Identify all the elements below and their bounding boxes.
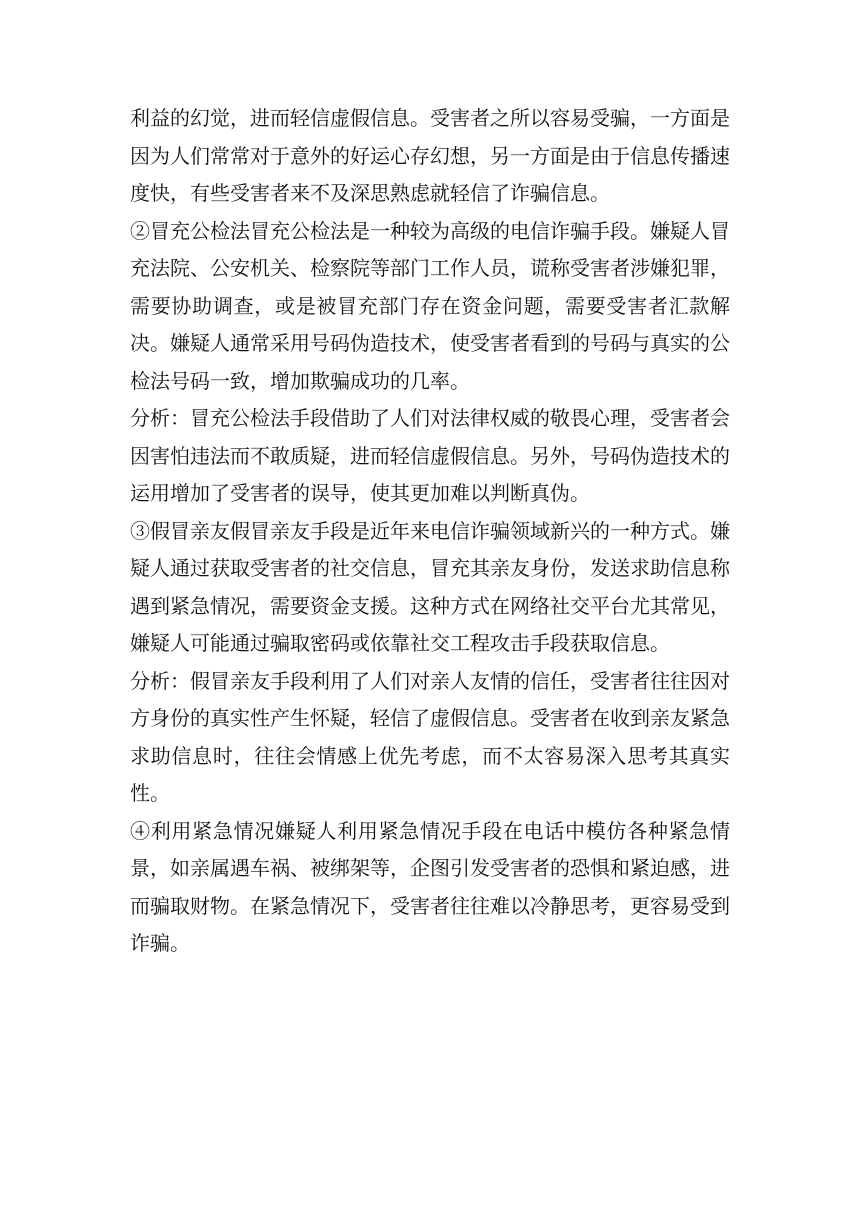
paragraph-emergency-situations: ④利用紧急情况嫌疑人利用紧急情况手段在电话中模仿各种紧急情景，如亲属遇车祸、被绑架等，企图引发受害者的恐惧和紧迫感，进而骗取财物。在紧急情况下，受害者往往难以冷静思考，更容易受到诈骗。 xyxy=(130,818,730,955)
paragraph-impersonate-relatives-analysis: 分析：假冒亲友手段利用了人们对亲人友情的信任，受害者往往因对方身份的真实性产生怀疑，轻信了虚假信息。受害者在收到亲友紧急求助信息时，往往会情感上优先考虑，而不太容易深入思考其真实性。 xyxy=(130,668,730,805)
paragraph-impersonate-police-analysis: 分析：冒充公检法手段借助了人们对法律权威的敬畏心理，受害者会因害怕违法而不敢质疑，进而轻信虚假信息。另外，号码伪造技术的运用增加了受害者的误导，使其更加难以判断真伪。 xyxy=(130,406,730,505)
paragraph-impersonate-police: ②冒充公检法冒充公检法是一种较为高级的电信诈骗手段。嫌疑人冒充法院、公安机关、检察院等部门工作人员，谎称受害者涉嫌犯罪，需要协助调查，或是被冒充部门存在资金问题，需要受害者汇款解决。嫌疑人通常采用号码伪造技术，使受害者看到的号码与真实的公检法号码一致，增加欺骗成功的几率。 xyxy=(130,218,730,393)
paragraph-lure-analysis-continued: 利益的幻觉，进而轻信虚假信息。受害者之所以容易受骗，一方面是因为人们常常对于意外的好运心存幻想，另一方面是由于信息传播速度快，有些受害者来不及深思熟虑就轻信了诈骗信息。 xyxy=(130,106,730,205)
paragraph-impersonate-relatives: ③假冒亲友假冒亲友手段是近年来电信诈骗领域新兴的一种方式。嫌疑人通过获取受害者的社交信息，冒充其亲友身份，发送求助信息称遇到紧急情况，需要资金支援。这种方式在网络社交平台尤其常见，嫌疑人可能通过骗取密码或依靠社交工程攻击手段获取信息。 xyxy=(130,518,730,655)
document-page xyxy=(130,100,730,963)
